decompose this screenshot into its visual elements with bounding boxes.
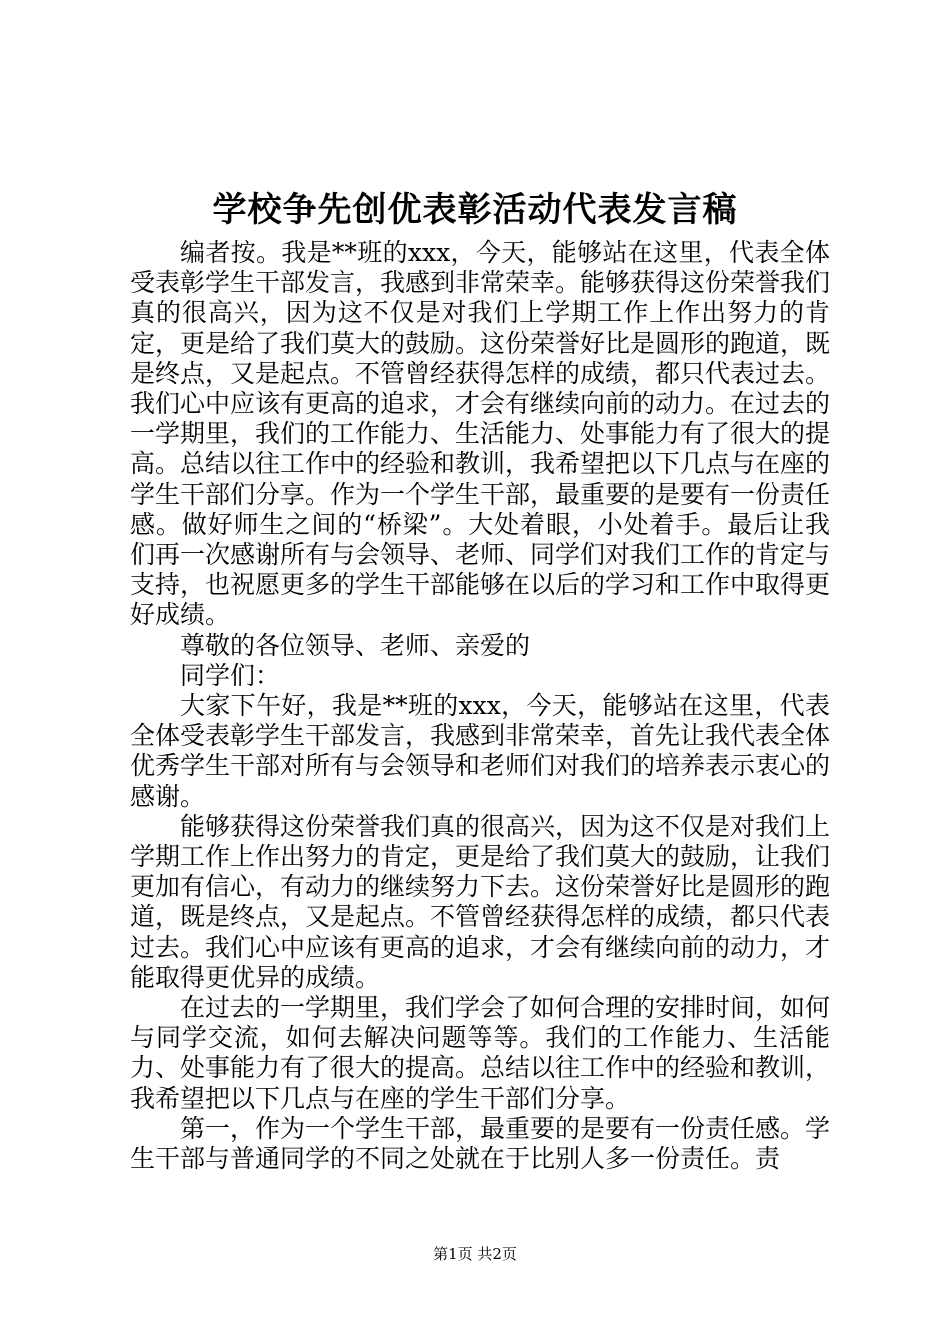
document-title: 学校争先创优表彰活动代表发言稿 bbox=[212, 190, 738, 230]
paragraph-honor: 能够获得这份荣誉我们真的很高兴，因为这不仅是对我们上学期工作上作出努力的肯定，更是给了我们莫大的鼓励，让我们更加有信心，有动力的继续努力下去。这份荣誉好比是圆形的跑道，既是终点，又是起点。不管曾经获得怎样的成绩，都只代表过去。我们心中应该有更高的追求，才会有继续向前的动力，才能取得更优异的成绩。 bbox=[130, 811, 831, 992]
page-footer: 第1页 共2页 bbox=[433, 1245, 517, 1263]
paragraph-point-one: 第一，作为一个学生干部，最重要的是要有一份责任感。学生干部与普通同学的不同之处就在于比别人多一份责任。责 bbox=[130, 1113, 831, 1174]
paragraph-greeting: 大家下午好，我是**班的xxx，今天，能够站在这里，代表全体受表彰学生干部发言，我感到非常荣幸，首先让我代表全体优秀学生干部对所有与会领导和老师们对我们的培养表示衷心的感谢。 bbox=[130, 691, 831, 811]
paragraph-salutation-continued: 同学们： bbox=[180, 660, 281, 690]
document-body bbox=[130, 238, 830, 1174]
paragraph-past-semester: 在过去的一学期里，我们学会了如何合理的安排时间，如何与同学交流，如何去解决问题等等。我们的工作能力、生活能力、处事能力有了很大的提高。总结以往工作中的经验和教训，我希望把以下几点与在座的学生干部们分享。 bbox=[130, 993, 831, 1113]
paragraph-salutation: 尊敬的各位领导、老师、亲爱的 bbox=[180, 630, 531, 660]
paragraph-editor-note: 编者按。我是**班的xxx，今天，能够站在这里，代表全体受表彰学生干部发言，我感到非常荣幸。能够获得这份荣誉我们真的很高兴，因为这不仅是对我们上学期工作上作出努力的肯定，更是给了我们莫大的鼓励。这份荣誉好比是圆形的跑道，既是终点，又是起点。不管曾经获得怎样的成绩，都只代表过去。我们心中应该有更高的追求，才会有继续向前的动力。在过去的一学期里，我们的工作能力、生活能力、处事能力有了很大的提高。总结以往工作中的经验和教训，我希望把以下几点与在座的学生干部们分享。作为一个学生干部，最重要的是要有一份责任感。做好师生之间的“桥梁”。大处着眼，小处着手。最后让我们再一次感谢所有与会领导、老师、同学们对我们工作的肯定与支持，也祝愿更多的学生干部能够在以后的学习和工作中取得更好成绩。 bbox=[130, 238, 831, 630]
